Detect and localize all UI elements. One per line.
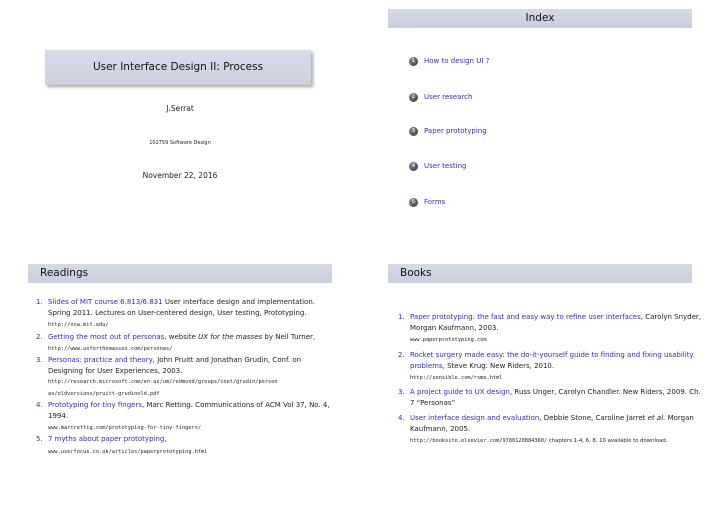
item-text: , Debbie Stone, Caroline Jarret	[539, 413, 648, 422]
toc-item-label: User testing	[424, 162, 467, 170]
item-url[interactable]: www.paperprototyping.com	[410, 337, 487, 344]
book-link[interactable]: A project guide to UX design	[410, 388, 510, 397]
item-number: 3.	[36, 356, 43, 365]
reading-link[interactable]: Personas: practice and theory	[48, 356, 153, 365]
item-italic: UX for the masses	[198, 332, 263, 341]
readings-list	[36, 297, 336, 458]
list-item	[36, 332, 336, 355]
course-name: 102759 Software Design	[149, 140, 211, 146]
books-slide	[360, 255, 720, 510]
item-text: , Carolyn Snyder, Morgan Kaufmann, 2003.	[410, 313, 702, 333]
item-url[interactable]: http://sensible.com/rsme.html	[410, 375, 503, 382]
item-url[interactable]: http://booksite.elsevier.com/9780120884360/	[410, 438, 548, 445]
toc-item-label: How to design UI ?	[424, 57, 490, 65]
item-url[interactable]: http://ocw.mit.edu/	[48, 322, 109, 329]
index-header: Index	[388, 9, 692, 28]
list-item	[398, 350, 702, 385]
item-url[interactable]: http://www.uxforthemasses.com/personas/	[48, 345, 173, 352]
readings-header: Readings	[28, 264, 332, 283]
toc-item-design-ui[interactable]	[409, 55, 489, 67]
item-text: , website	[164, 332, 199, 341]
toc-item-label: User research	[424, 93, 473, 101]
toc-number-badge: 3	[409, 127, 418, 136]
item-note: chapters 1-4, 6, 8, 10 available to download.	[547, 438, 668, 445]
books-header: Books	[388, 264, 692, 283]
item-number: 1.	[36, 298, 43, 306]
list-item	[36, 297, 336, 332]
item-number: 1.	[398, 313, 405, 321]
list-item	[398, 312, 702, 347]
toc-item-user-testing[interactable]	[409, 160, 466, 172]
list-item	[36, 355, 336, 400]
readings-slide	[0, 255, 360, 510]
toc-number-badge: 4	[409, 162, 418, 171]
toc-item-paper-prototyping[interactable]	[409, 125, 487, 137]
item-number: 4.	[36, 400, 43, 409]
item-text: Morgan Kaufmann, 2005.	[410, 413, 694, 433]
item-url[interactable]: www.marcrettig.com/prototyping-for-tiny-fingers/	[48, 425, 202, 432]
item-text: , Steve Krug. New Riders, 2010.	[442, 361, 555, 370]
toc-item-label: Paper prototyping	[424, 127, 487, 135]
list-item	[398, 387, 702, 409]
item-text: ,	[164, 435, 167, 444]
item-text: , Marc Retting. Communications of ACM Vol 37, No. 4, 1994.	[48, 400, 330, 421]
author: J.Serrat	[166, 104, 194, 113]
item-text: , John Pruitt and Jonathan Grudin, Conf. on Designing for User Experiences, 2003.	[48, 356, 302, 376]
item-url[interactable]: www.userfocus.co.uk/articles/paperprototyping.html	[48, 448, 208, 455]
list-item	[36, 400, 336, 435]
book-link[interactable]: User interface design and evaluation	[410, 413, 540, 422]
item-url[interactable]: http://research.microsoft.com/en-us/um/redmond/groups/coet/grudin/personas/oldversions/pruitt-grudinold.pdf	[48, 379, 278, 397]
list-item	[398, 413, 702, 448]
book-link[interactable]: Paper prototyping: the fast and easy way to refine user interfaces	[410, 313, 641, 321]
title-slide	[0, 0, 360, 255]
item-text: , Russ Unger, Carolyn Chandler. New Riders, 2009. Ch. 7 “Personas”	[410, 388, 701, 408]
reading-link[interactable]: 7 myths about paper prototyping	[48, 435, 165, 444]
presentation-date: November 22, 2016	[142, 171, 218, 180]
toc-number-badge: 5	[409, 198, 418, 207]
reading-link[interactable]: Prototyping for tiny fingers	[48, 400, 142, 409]
toc-item-user-research[interactable]	[409, 91, 472, 103]
toc-number-badge: 2	[409, 93, 418, 102]
item-number: 5.	[36, 435, 43, 444]
item-number: 2.	[36, 332, 43, 341]
reading-link[interactable]: Slides of MIT course 6.813/6.831	[48, 298, 163, 306]
item-number: 2.	[398, 350, 405, 359]
index-slide	[360, 0, 720, 255]
item-number: 4.	[398, 413, 405, 422]
toc-number-badge: 1	[409, 57, 418, 66]
toc-item-forms[interactable]	[409, 196, 445, 208]
book-link[interactable]: Rocket surgery made easy: the do-it-yourself guide to finding and fixing usability problems	[410, 350, 694, 370]
reading-link[interactable]: Getting the most out of personas	[48, 332, 165, 341]
presentation-title: User Interface Design II: Process	[45, 50, 311, 85]
item-number: 3.	[398, 388, 405, 397]
item-text: User interface design and implementation. Spring 2011. Lectures on User-centered design, User testing, Prototyping.	[48, 298, 315, 318]
toc-item-label: Forms	[424, 198, 446, 206]
list-item	[36, 434, 336, 457]
books-list	[398, 312, 702, 447]
item-text: by Neil Turner,	[262, 332, 316, 341]
item-italic: et al.	[647, 413, 666, 422]
